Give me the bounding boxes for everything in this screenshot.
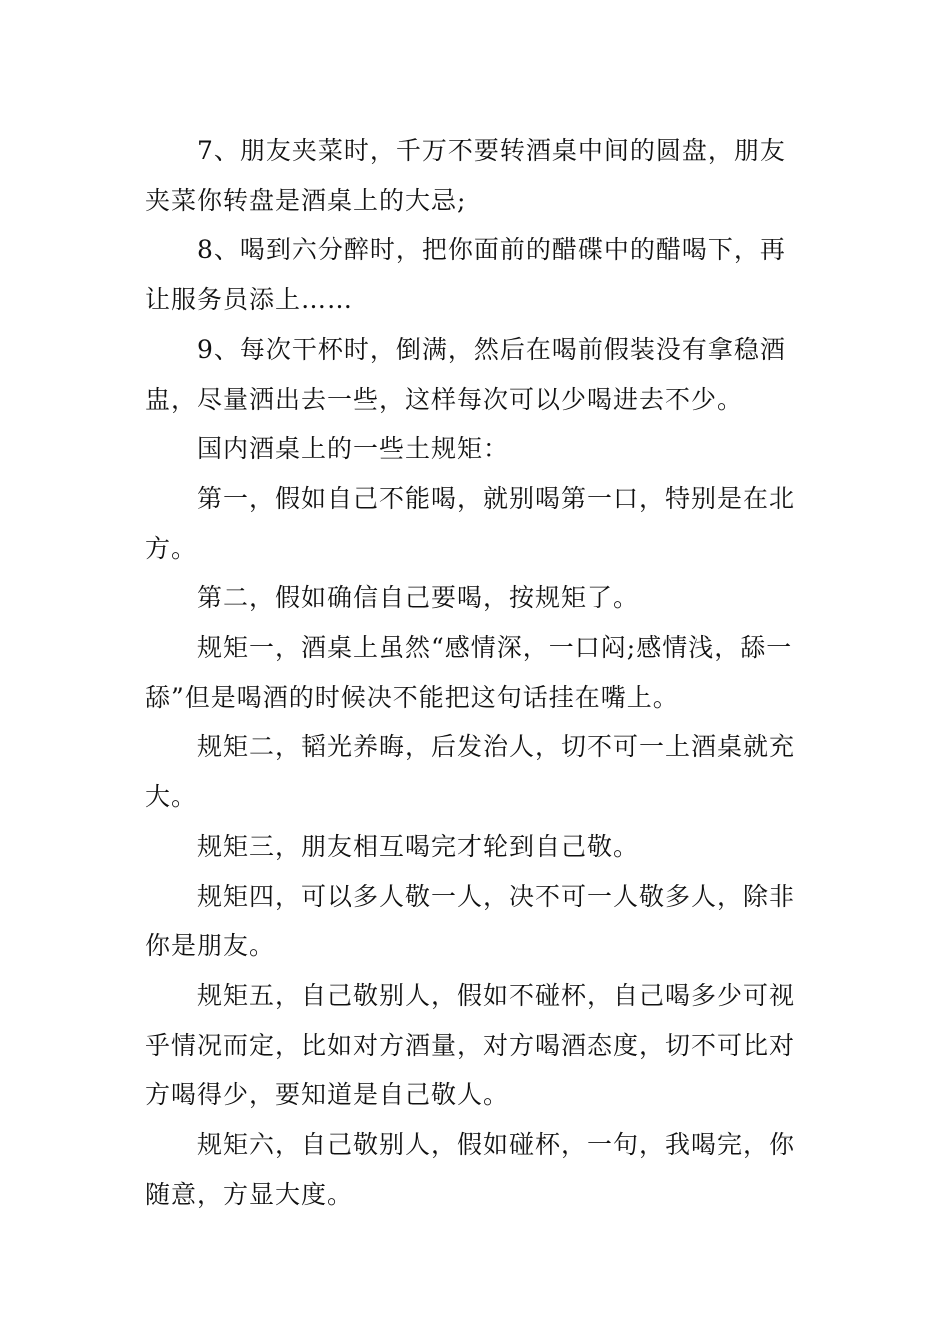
section-heading: 国内酒桌上的一些土规矩： xyxy=(197,434,510,464)
rule-1: 规矩一，酒桌上虽然“感情深，一口闷;感情浅，舔一舔”但是喝酒的时候决不能把这句话挂在嘴上。 xyxy=(145,633,793,712)
rule-6: 规矩六，自己敬别人，假如碰杯，一句，我喝完，你随意，方显大度。 xyxy=(145,1130,796,1209)
paragraph-8: 8、喝到六分醉时，把你面前的醋碟中的醋喝下，再让服务员添上…… xyxy=(145,235,786,315)
paragraph-9: 9、每次干杯时，倒满，然后在喝前假装没有拿稳酒盅，尽量洒出去一些，这样每次可以少喝进去不少。 xyxy=(145,334,786,414)
rule-2: 规矩二，韬光养晦，后发治人，切不可一上酒桌就充大。 xyxy=(145,732,796,812)
paragraph-second: 第二，假如确信自己要喝，按规矩了。 xyxy=(197,583,640,613)
rule-3: 规矩三，朋友相互喝完才轮到自己敬。 xyxy=(197,831,640,861)
rule-5: 规矩五，自己敬别人，假如不碰杯，自己喝多少可视乎情况而定，比如对方酒量，对方喝酒态度，切不可比对方喝得少，要知道是自己敬人。 xyxy=(145,980,796,1110)
rule-4: 规矩四，可以多人敬一人，决不可一人敬多人，除非你是朋友。 xyxy=(145,881,796,961)
document-body xyxy=(145,126,810,1219)
paragraph-first: 第一，假如自己不能喝，就别喝第一口，特别是在北方。 xyxy=(145,483,796,563)
paragraph-7: 7、朋友夹菜时，千万不要转酒桌中间的圆盘，朋友夹菜你转盘是酒桌上的大忌; xyxy=(145,136,786,215)
